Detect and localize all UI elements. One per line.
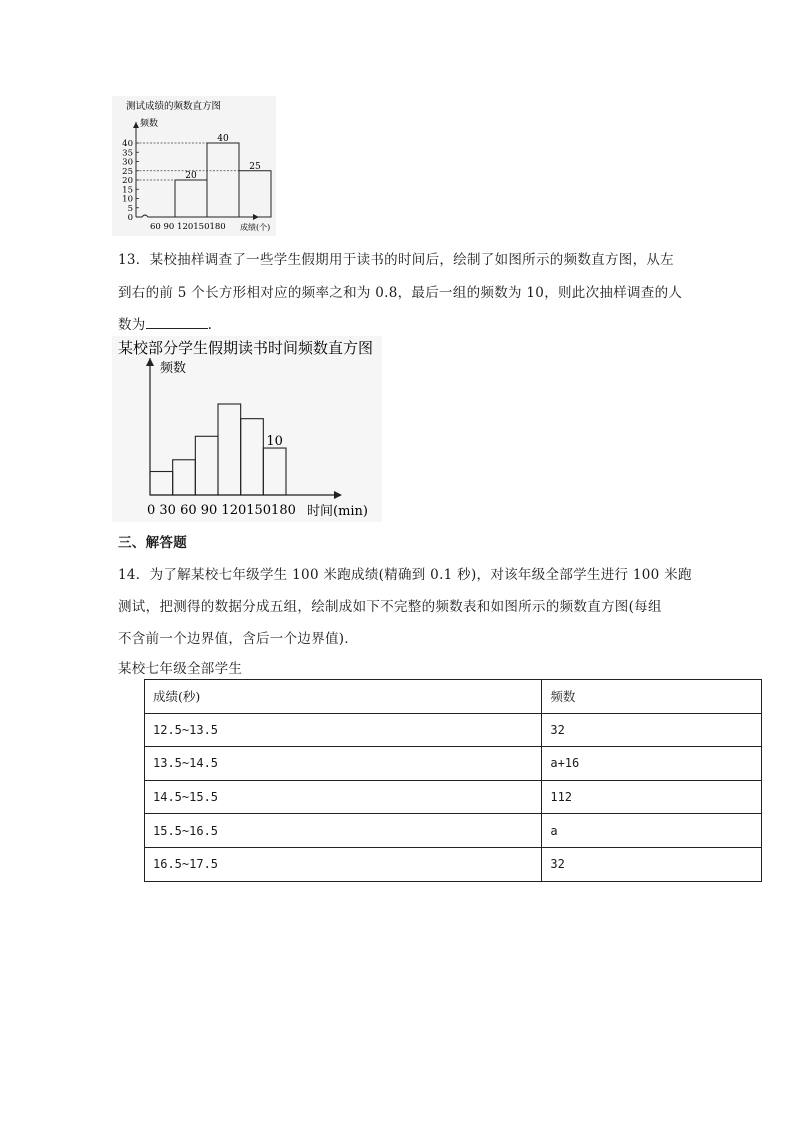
problem14-line3: 不含前一个边界值，含后一个边界值)．: [118, 631, 359, 647]
data-label: 20: [185, 171, 197, 181]
table-cell: 32: [542, 847, 762, 881]
table-cell: a+16: [542, 747, 762, 781]
x-tick-labels: 0 30 60 90 120150180: [147, 503, 296, 518]
table-cell: 16.5~17.5: [145, 847, 542, 881]
y-axis-label: 频数: [140, 119, 159, 129]
table-row: [145, 847, 762, 881]
y-tick-label: 0: [127, 213, 133, 223]
header-cell-frequency: 频数: [542, 680, 762, 714]
score-histogram: [112, 96, 276, 236]
y-tick-label: 20: [122, 176, 133, 186]
y-tick-label: 30: [122, 157, 133, 168]
y-tick-label: 25: [122, 166, 133, 177]
data-label: 25: [249, 161, 261, 172]
chart-title: 某校部分学生假期读书时间频数直方图: [118, 339, 374, 357]
table-header-row: [145, 680, 762, 714]
table-cell: 15.5~16.5: [145, 814, 542, 848]
problem13-line2: 到右的前 5 个长方形相对应的频率之和为 0.8，最后一组的频数为 10，则此次抽样调查的人: [118, 285, 683, 301]
table-cell: 12.5~13.5: [145, 713, 542, 747]
y-tick-label: 15: [122, 185, 133, 196]
y-tick-label: 5: [127, 203, 133, 214]
x-axis-label: 成绩(个): [240, 223, 271, 232]
table-row: [145, 814, 762, 848]
frequency-table: [144, 679, 762, 882]
problem13-line3: [118, 313, 212, 333]
y-axis-label: 频数: [160, 361, 187, 376]
table-row: [145, 747, 762, 781]
y-tick-label: 40: [122, 139, 133, 149]
table-cell: 32: [542, 713, 762, 747]
table-row: [145, 713, 762, 747]
section-heading: 三、解答题: [118, 535, 187, 551]
y-tick-label: 35: [122, 148, 133, 159]
problem13-line1: 13．某校抽样调查了一些学生假期用于读书的时间后，绘制了如图所示的频数直方图，从左: [118, 252, 674, 268]
problem13-line3-prefix: 数为: [118, 317, 146, 333]
y-tick-label: 10: [122, 194, 133, 205]
table-caption: 某校七年级全部学生: [118, 661, 243, 677]
table-cell: 13.5~14.5: [145, 747, 542, 781]
problem13-line3-suffix: .: [207, 317, 213, 333]
data-label: 40: [217, 134, 229, 144]
header-cell-score: 成绩(秒): [145, 680, 542, 714]
problem14-line2: 测试，把测得的数据分成五组，绘制成如下不完整的频数表和如图所示的频数直方图(每组: [118, 599, 662, 615]
table-cell: a: [542, 814, 762, 848]
problem14-line1: 14．为了解某校七年级学生 100 米跑成绩(精确到 0.1 秒)，对该年级全部学生进行 100 米跑: [118, 567, 692, 583]
table-cell: 112: [542, 780, 762, 814]
data-label: 10: [266, 434, 283, 450]
x-tick-labels: 60 90 120150180: [150, 222, 226, 232]
chart-title: 测试成绩的频数直方图: [126, 101, 222, 112]
x-axis-label: 时间(min): [307, 504, 369, 519]
answer-blank[interactable]: [146, 316, 208, 329]
table-row: [145, 780, 762, 814]
reading-time-histogram: [112, 336, 382, 522]
table-cell: 14.5~15.5: [145, 780, 542, 814]
